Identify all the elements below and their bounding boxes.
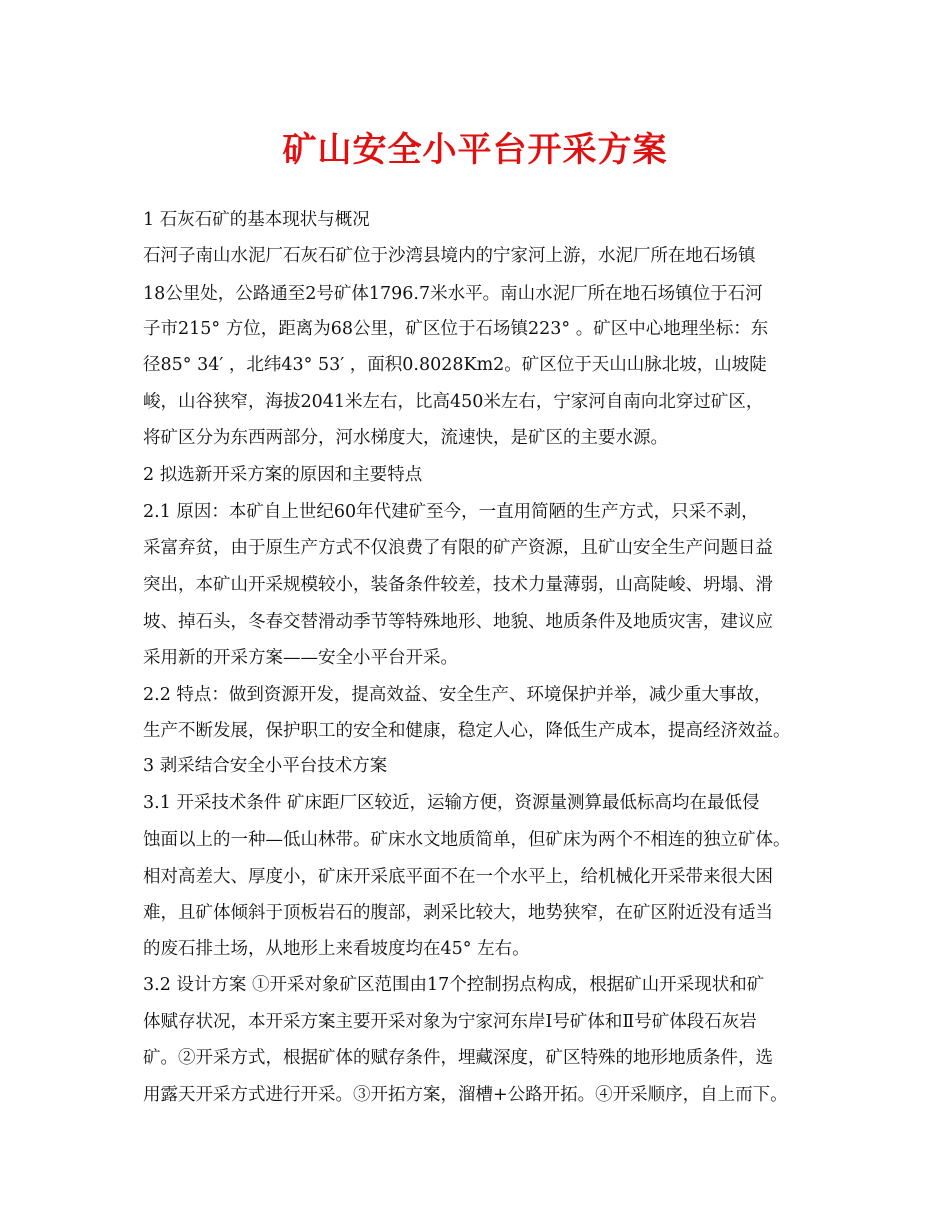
paragraph-line: 2.1 原因：本矿自上世纪60年代建矿至今，一直用简陋的生产方式，只采不剥， — [143, 502, 759, 522]
paragraph-line: 体赋存状况，本开采方案主要开采对象为宁家河东岸Ⅰ号矿体和Ⅱ号矿体段石灰岩 — [143, 1012, 757, 1032]
paragraph-line: 3.2 设计方案 ①开采对象矿区范围由17个控制拐点构成，根据矿山开采现状和矿 — [143, 975, 765, 995]
paragraph-line: 采用新的开采方案——安全小平台开采。 — [143, 648, 458, 668]
paragraph-line: 18公里处，公路通至2号矿体1796.7米水平。南山水泥厂所在地石场镇位于石河 — [143, 284, 763, 304]
paragraph-line: 3 剥采结合安全小平台技术方案 — [143, 756, 388, 776]
paragraph-line: 的废石排土场，从地形上来看坡度均在45° 左右。 — [143, 939, 530, 959]
paragraph-line: 坡、掉石头，冬春交替滑动季节等特殊地形、地貌、地质条件及地质灾害，建议应 — [143, 612, 773, 632]
paragraph-line: 采富弃贫，由于原生产方式不仅浪费了有限的矿产资源，且矿山安全生产问题日益 — [143, 538, 773, 558]
paragraph-line: 矿。②开采方式，根据矿体的赋存条件，埋藏深度，矿区特殊的地形地质条件，选 — [143, 1048, 773, 1068]
paragraph-line: 子市215° 方位，距离为68公里，矿区位于石场镇223° 。矿区中心地理坐标：东 — [143, 319, 769, 339]
paragraph-line: 突出，本矿山开采规模较小，装备条件较差，技术力量薄弱，山高陡峻、坍塌、滑 — [143, 575, 773, 595]
paragraph-line: 径85° 34′ ，北纬43° 53′ ，面积0.8028Km2。矿区位于天山山脉北坡，山坡陡 — [143, 355, 767, 375]
paragraph-line: 用露天开采方式进行开采。③开拓方案，溜槽+公路开拓。④开采顺序，自上而下。 — [143, 1085, 788, 1105]
paragraph-line: 难，且矿体倾斜于顶板岩石的腹部，剥采比较大，地势狭窄，在矿区附近没有适当 — [143, 903, 773, 923]
paragraph-line: 相对高差大、厚度小，矿床开采底平面不在一个水平上，给机械化开采带来很大困 — [143, 867, 773, 887]
paragraph-line: 石河子南山水泥厂石灰石矿位于沙湾县境内的宁家河上游，水泥厂所在地石场镇 — [143, 246, 756, 266]
document-title: 矿山安全小平台开采方案 — [282, 130, 668, 170]
paragraph-line: 蚀面以上的一种—低山林带。矿床水文地质简单，但矿床为两个不相连的独立矿体。 — [143, 830, 791, 850]
paragraph-line: 2.2 特点：做到资源开发，提高效益、安全生产、环境保护并举，减少重大事故， — [143, 685, 772, 705]
paragraph-line: 3.1 开采技术条件 矿床距厂区较近，运输方便，资源量测算最低标高均在最低侵 — [143, 793, 760, 813]
paragraph-line: 1 石灰石矿的基本现状与概况 — [143, 210, 370, 230]
paragraph-line: 生产不断发展，保护职工的安全和健康，稳定人心，降低生产成本，提高经济效益。 — [143, 721, 791, 741]
paragraph-line: 2 拟选新开采方案的原因和主要特点 — [143, 465, 423, 485]
paragraph-line: 将矿区分为东西两部分，河水梯度大，流速快，是矿区的主要水源。 — [143, 428, 668, 448]
paragraph-line: 峻，山谷狭窄，海拔2041米左右，比高450米左右，宁家河自南向北穿过矿区， — [143, 392, 764, 412]
